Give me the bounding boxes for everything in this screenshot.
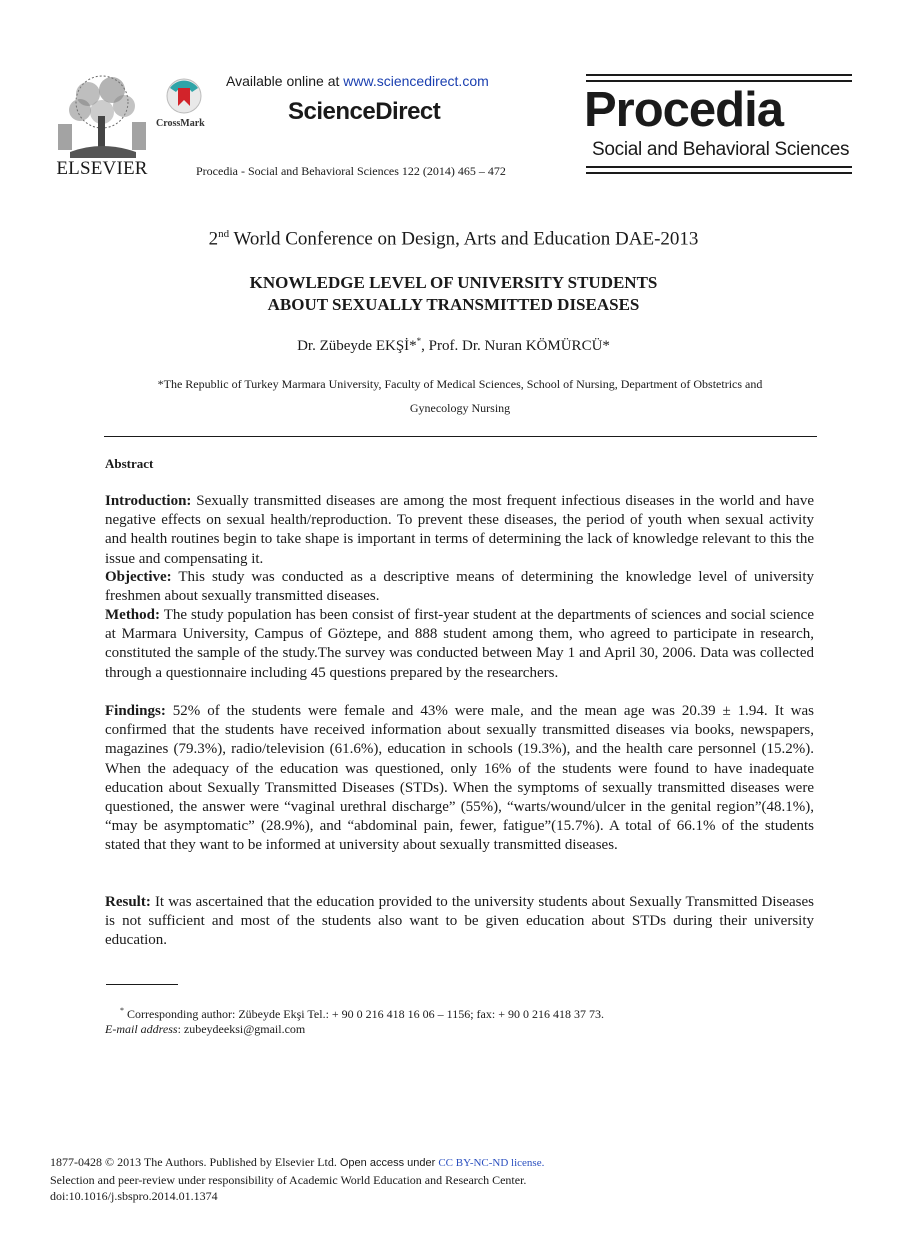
abstract-findings [105, 702, 814, 856]
sciencedirect-brand: ScienceDirect [288, 98, 441, 125]
conference-ordinal: nd [218, 228, 230, 240]
paper-title [0, 272, 907, 316]
findings-label: Findings: [105, 703, 166, 719]
result-label: Result: [105, 894, 151, 910]
procedia-rule-bottom [586, 166, 852, 168]
doi-line[interactable]: doi:10.1016/j.sbspro.2014.01.1374 [50, 1189, 218, 1203]
procedia-rule-top [586, 74, 852, 76]
crossmark-label: CrossMark [156, 118, 205, 129]
abstract-heading: Abstract [105, 456, 154, 471]
abstract-result [105, 893, 814, 951]
corresponding-author-text: Corresponding author: Zübeyde Ekşi Tel.: + 90 0 216 418 16 06 – 1156; fax: + 90 0 216 418 37 73. [124, 1007, 604, 1021]
license-link[interactable]: CC BY-NC-ND license. [438, 1157, 545, 1169]
peer-review-line: Selection and peer-review under responsibility of Academic World Education and Research Center. [50, 1172, 527, 1187]
available-online-line [226, 73, 489, 89]
copyright-text: 1877-0428 © 2013 The Authors. Published by Elsevier Ltd. [50, 1155, 340, 1169]
footnote-rule [106, 984, 178, 985]
result-text: It was ascertained that the education provided to the university students about Sexually Transmitted Diseases is not sufficient and most of the students also want to be given education about STDs during their university education. [105, 894, 814, 949]
sciencedirect-link[interactable]: www.sciencedirect.com [343, 73, 489, 89]
paper-title-line-1: KNOWLEDGE LEVEL OF UNIVERSITY STUDENTS [249, 273, 658, 292]
method-text: The study population has been consist of first-year student at the departments of sciences and social science at Marmara University, Campus of Göztepe, and 888 student among them, who agreed to participate in research, constituted the sample of the study.The survey was conducted between May 1 and April 30, 2006. Data was collected through a questionnaire including 45 questions prepared by the researchers. [105, 607, 814, 681]
available-prefix: Available online at [226, 73, 344, 89]
method-label: Method: [105, 607, 160, 623]
journal-citation: Procedia - Social and Behavioral Sciences 122 (2014) 465 – 472 [196, 164, 506, 178]
author-2: , Prof. Dr. Nuran KÖMÜRCÜ* [421, 338, 610, 354]
abstract-introduction [105, 492, 814, 569]
publisher-name: ELSEVIER [56, 158, 148, 179]
conference-name: World Conference on Design, Arts and Education DAE-2013 [229, 228, 699, 250]
author-1-marker: * [416, 336, 422, 346]
abstract-method [105, 606, 814, 683]
open-access-text: Open access under [339, 1157, 439, 1169]
abstract-objective [105, 568, 814, 606]
footnote-marker: * [120, 1006, 124, 1015]
conference-number: 2 [208, 228, 219, 250]
affiliation [110, 372, 810, 420]
objective-text: This study was conducted as a descriptive means of determining the knowledge level of university freshmen about sexually transmitted diseases. [105, 569, 814, 605]
procedia-rule-bottom-2 [586, 172, 852, 174]
publication-info [50, 1154, 544, 1205]
authors [0, 336, 907, 355]
affiliation-line-1: *The Republic of Turkey Marmara University, Faculty of Medical Sciences, School of Nursing, Department of Obstetrics and [157, 377, 763, 391]
journal-name: Procedia [584, 83, 783, 137]
introduction-label: Introduction: [105, 493, 192, 509]
introduction-text: Sexually transmitted diseases are among the most frequent infectious diseases in the world and have negative effects on sexual health/reproduction. To prevent these diseases, the period of youth when sexual activity and health routines begin to take shape is important in terms of determining the lack of knowledge relevant to this the issue and compensating it. [105, 493, 814, 567]
objective-label: Objective: [105, 569, 172, 585]
email-label: E-mail address [105, 1022, 178, 1036]
email-line [105, 1022, 305, 1037]
affiliation-line-2: Gynecology Nursing [409, 401, 511, 415]
conference-title [0, 228, 907, 250]
title-divider [104, 436, 817, 437]
paper-title-line-2: ABOUT SEXUALLY TRANSMITTED DISEASES [267, 295, 640, 314]
copyright-line [50, 1154, 544, 1172]
journal-subtitle: Social and Behavioral Sciences [592, 139, 850, 160]
findings-text: 52% of the students were female and 43% were male, and the mean age was 20.39 ± 1.94. It was confirmed that the students have received information about sexually transmitted diseases via books, newspapers, magazines (79.3%), radio/television (61.6%), education in schools (19.3%), and the health care personnel (15.2%). When the adequacy of the education was questioned, only 16% of the students were found to have inadequate education about Sexually Transmitted Diseases (STDs). When the symptoms of sexually transmitted diseases were questioned, the answer were “vaginal urethral discharge” (55%), “warts/wound/ulcer in the genital region”(48.1%), “may be asymptomatic” (28.9%), and “abdominal pain, fewer, fatigue”(15.7%). A total of 66.1% of the students stated that they want to be informed at university about sexually transmitted diseases. [105, 703, 814, 854]
corresponding-author-note [120, 1006, 604, 1022]
author-1: Dr. Zübeyde EKŞİ* [297, 338, 417, 354]
email-address[interactable]: : zubeydeeksi@gmail.com [177, 1022, 306, 1036]
